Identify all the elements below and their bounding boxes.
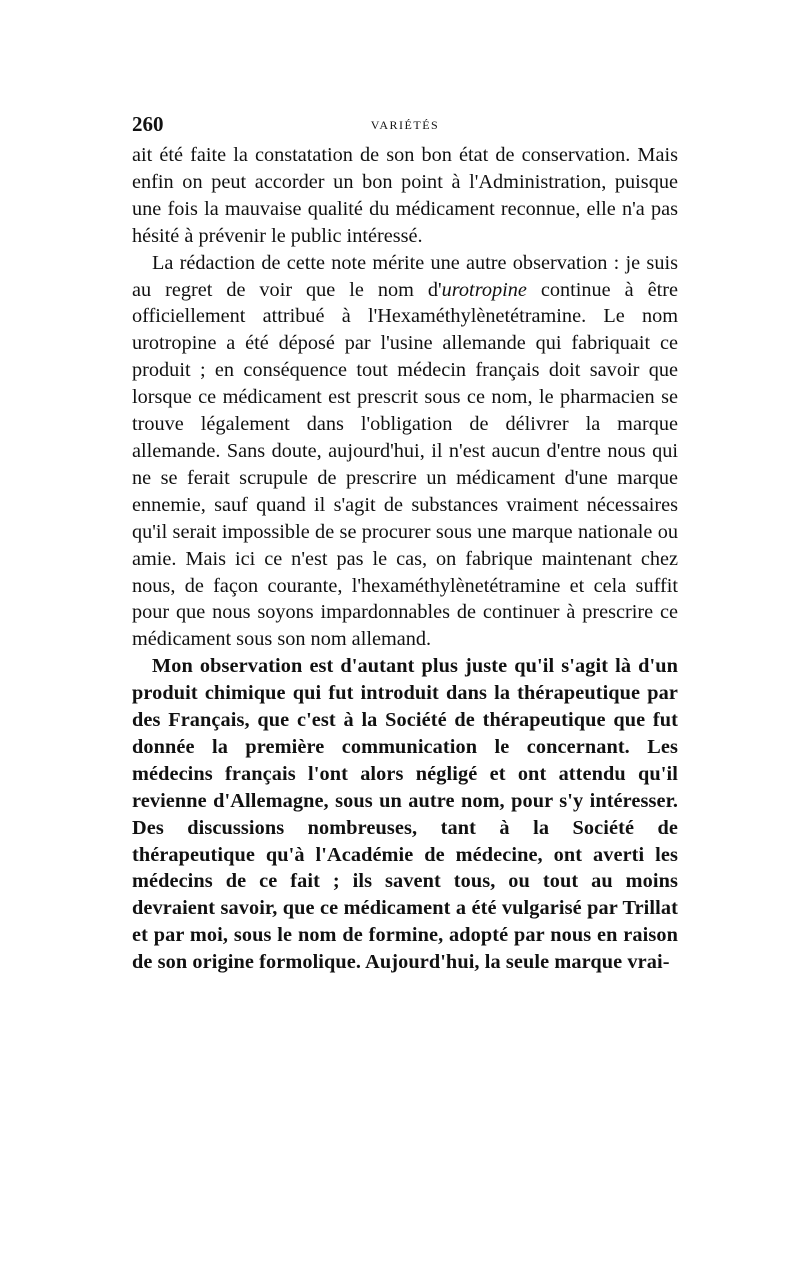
- paragraph-redaction: [132, 250, 678, 654]
- running-head-title: VARIÉTÉS: [370, 118, 440, 132]
- document-page: [132, 112, 678, 976]
- running-head: [132, 112, 678, 142]
- paragraph-observation: Mon observation est d'autant plus juste qu'il s'agit là d'un produit chimique qui fut introduit dans la thérapeutique par des Français, que c'est à la Société de thérapeutique que fut donnée la première communication le concernant. Les médecins français l'ont alors négligé et ont attendu qu'il revienne d'Allemagne, sous un autre nom, pour s'y intéresser. Des discussions nombreuses, tant à la Société de thérapeutique qu'à l'Académie de médecine, ont averti les médecins de ce fait ; ils savent tous, ou tout au moins devraient savoir, que ce médicament a été vulgarisé par Trillat et par moi, sous le nom de formine, adopté par nous en raison de son origine formolique. Aujourd'hui, la seule marque vrai-: [132, 655, 678, 974]
- paragraph-redaction-after: continue à être officiellement attribué à l'Hexaméthylènetétramine. Le nom urotropine a été déposé par l'usine allemande qui fabriquait ce produit ; en conséquence tout médecin français doit savoir que lorsque ce médicament est prescrit sous ce nom, le pharmacien se trouve légalement dans l'obligation de délivrer la marque allemande. Sans doute, aujourd'hui, il n'est aucun d'entre nous qui ne se ferait scrupule de prescrire un médicament d'une marque ennemie, sauf quand il s'agit de substances vraiment nécessaires qu'il serait impossible de se procurer sous une marque nationale ou amie. Mais ici ce n'est pas le cas, on fabrique maintenant chez nous, de façon courante, l'hexaméthylènetétramine et cela suffit pour que nous soyons impardonnables de continuer à prescrire ce médicament sous son nom allemand.: [132, 278, 678, 651]
- paragraph-redaction-before: La rédaction de cette note mérite une autre observation : je suis au regret de voir que le nom d': [132, 251, 678, 301]
- page-number: 260: [132, 112, 164, 136]
- paragraph-continuation: ait été faite la constatation de son bon état de conservation. Mais enfin on peut accorder un bon point à l'Administration, puisque une fois la mauvaise qualité du médicament reconnue, elle n'a pas hésité à prévenir le public intéressé.: [132, 144, 678, 247]
- urotropine-emphasis: urotropine: [441, 278, 527, 301]
